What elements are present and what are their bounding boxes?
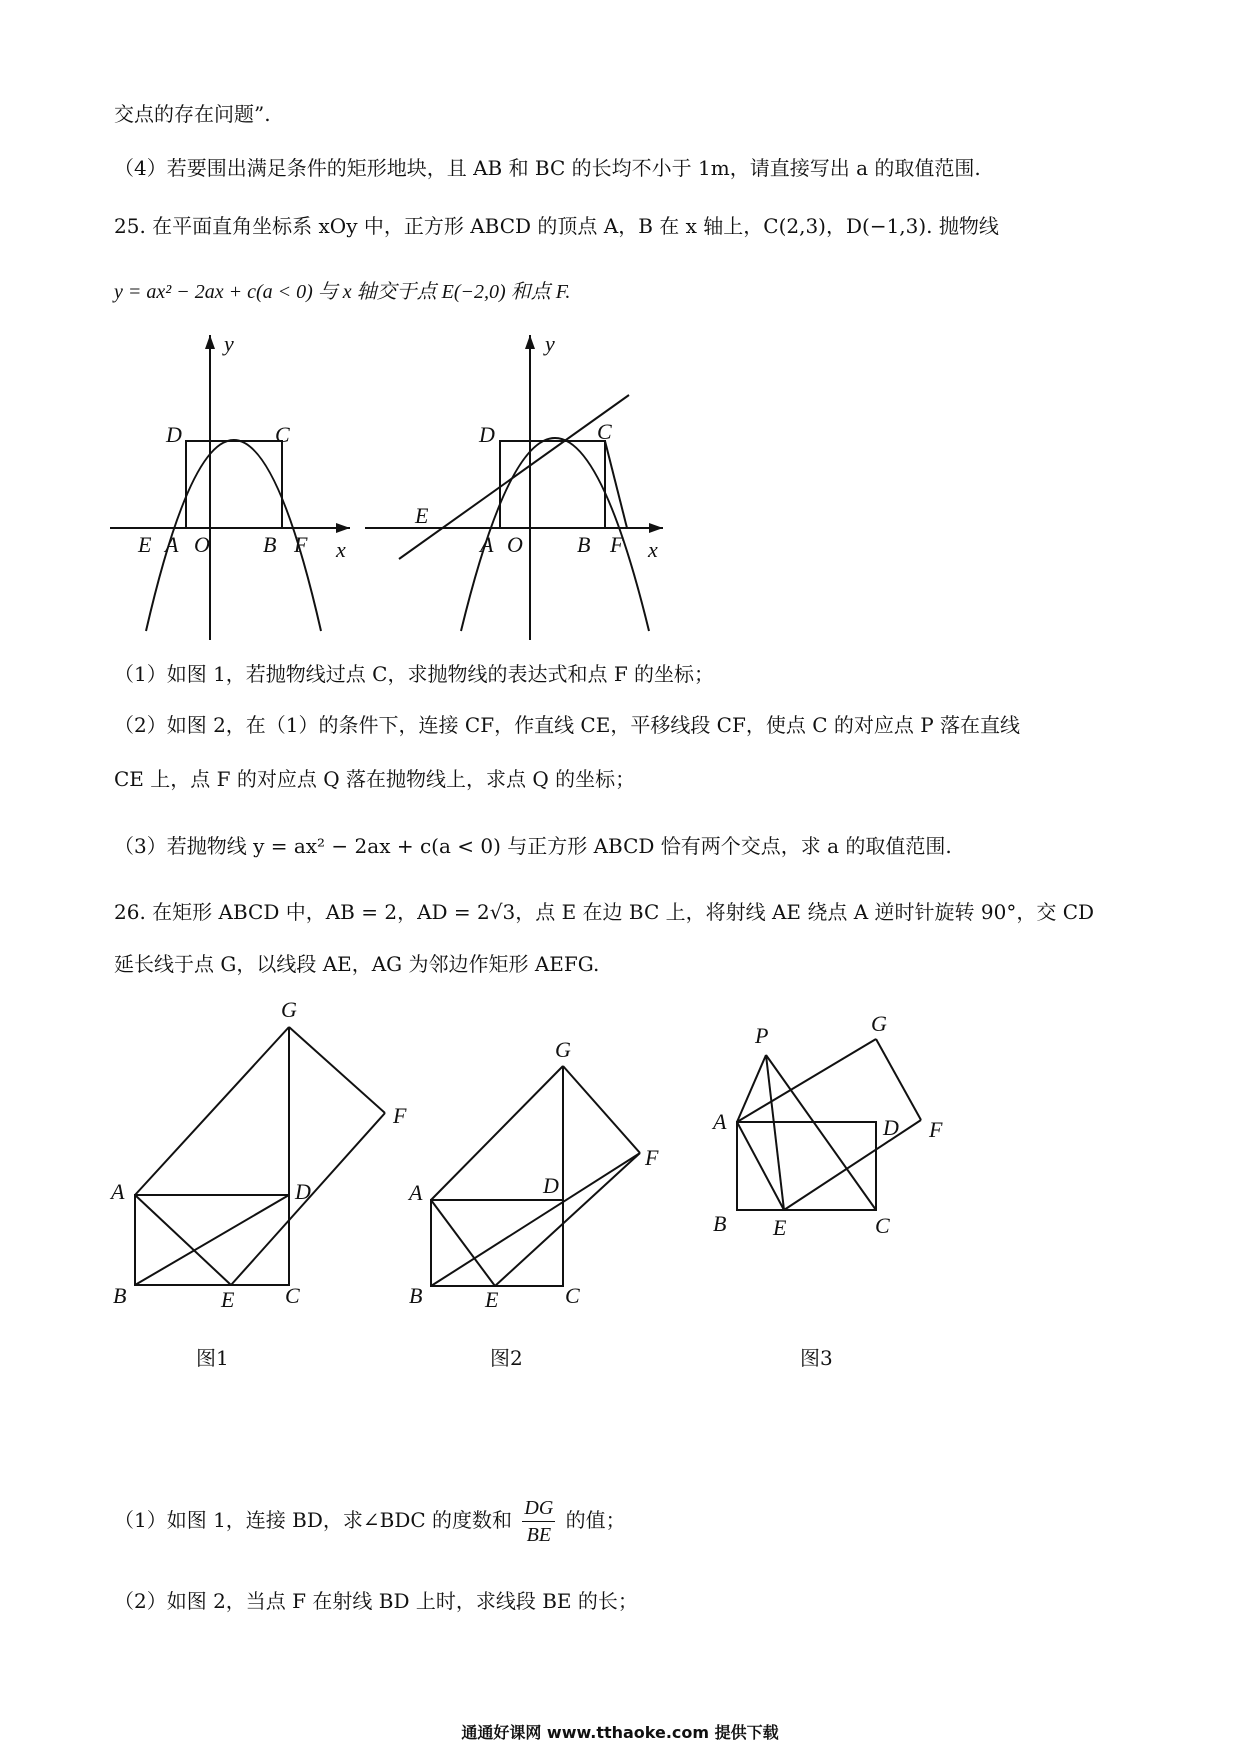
fig1-label-D: D	[295, 1179, 311, 1204]
fig3-label-A: A	[713, 1109, 727, 1134]
label-A: A	[165, 532, 179, 557]
fraction-numerator: DG	[522, 1495, 555, 1522]
fig2-label-F: F	[645, 1145, 659, 1170]
label-O: O	[194, 532, 210, 557]
label-O-2: O	[507, 532, 523, 557]
label-C: C	[275, 422, 290, 447]
fig1-label-A: A	[111, 1179, 125, 1204]
caption-figure-3: 图3	[800, 1346, 833, 1370]
fig3-label-C: C	[875, 1213, 890, 1238]
q25-figure-2	[365, 331, 665, 635]
fraction-dg-be	[522, 1495, 555, 1548]
caption-figure-1: 图1	[196, 1346, 229, 1370]
fraction-denominator: BE	[526, 1524, 552, 1546]
q26-stem: 26. 在矩形 ABCD 中，AB = 2，AD = 2√3，点 E 在边 BC 上，将射线 AE 绕点 A 逆时针旋转 90°，交 CD	[114, 900, 1095, 924]
caption-figure-2: 图2	[490, 1346, 523, 1370]
label-A-2: A	[480, 532, 494, 557]
label-B: B	[263, 532, 277, 557]
label-y: y	[224, 331, 234, 356]
q25-part2a: （2）如图 2，在（1）的条件下，连接 CF，作直线 CE，平移线段 CF，使点 C 的对应点 P 落在直线	[114, 713, 1021, 737]
label-D: D	[166, 422, 182, 447]
q25-part1: （1）如图 1，若抛物线过点 C，求抛物线的表达式和点 F 的坐标；	[114, 662, 715, 686]
fig1-label-C: C	[285, 1283, 300, 1308]
q26-part1	[114, 1492, 626, 1548]
label-E: E	[138, 532, 152, 557]
label-x-2: x	[648, 537, 658, 562]
page-footer: 通通好课网 www.tthaoke.com 提供下载	[461, 1723, 779, 1742]
label-B-2: B	[577, 532, 591, 557]
label-y-2: y	[545, 331, 555, 356]
text-line-1: 交点的存在问题”.	[114, 102, 271, 126]
fig3-label-E: E	[773, 1215, 787, 1240]
q25-stem: 25. 在平面直角坐标系 xOy 中，正方形 ABCD 的顶点 A，B 在 x 轴上，C(2,3)，D(−1,3). 抛物线	[114, 214, 999, 238]
fig2-label-E: E	[485, 1287, 499, 1312]
fig1-label-F: F	[393, 1103, 407, 1128]
fig2-label-A: A	[409, 1180, 423, 1205]
label-C-2: C	[597, 419, 612, 444]
q26-part2: （2）如图 2，当点 F 在射线 BD 上时，求线段 BE 的长；	[114, 1589, 638, 1613]
q26-part1-suffix: 的值；	[565, 1508, 626, 1532]
q25-figure-1	[110, 331, 350, 635]
q25-stem-2: y = ax² − 2ax + c(a < 0) 与 x 轴交于点 E(−2,0) 和点 F.	[114, 281, 571, 303]
fig2-label-B: B	[409, 1283, 423, 1308]
q26-part1-text: （1）如图 1，连接 BD，求∠BDC 的度数和	[114, 1508, 513, 1532]
label-E-2: E	[415, 503, 429, 528]
q25-part3: （3）若抛物线 y = ax² − 2ax + c(a < 0) 与正方形 ABCD 恰有两个交点，求 a 的取值范围.	[114, 834, 952, 858]
q25-part2b: CE 上，点 F 的对应点 Q 落在抛物线上，求点 Q 的坐标；	[114, 767, 636, 791]
fig3-label-B: B	[713, 1211, 727, 1236]
fig3-label-F: F	[929, 1117, 943, 1142]
fig2-label-G: G	[555, 1037, 571, 1062]
label-x: x	[336, 537, 346, 562]
q26-figure-3	[705, 995, 985, 1325]
q26-stem-2: 延长线于点 G，以线段 AE，AG 为邻边作矩形 AEFG.	[114, 952, 600, 976]
q26-figure-2	[405, 995, 705, 1325]
q26-figure-1	[105, 995, 425, 1325]
q24-part4: （4）若要围出满足条件的矩形地块，且 AB 和 BC 的长均不小于 1m，请直接写出 a 的取值范围.	[114, 156, 981, 180]
label-F-2: F	[610, 532, 624, 557]
fig2-label-D: D	[543, 1173, 559, 1198]
fig3-label-G: G	[871, 1011, 887, 1036]
fig3-label-P: P	[755, 1023, 769, 1048]
fig3-label-D: D	[883, 1115, 899, 1140]
fig1-label-G: G	[281, 997, 297, 1022]
fig2-label-C: C	[565, 1283, 580, 1308]
fig1-label-B: B	[113, 1283, 127, 1308]
label-D-2: D	[479, 422, 495, 447]
label-F: F	[294, 532, 308, 557]
fig1-label-E: E	[221, 1287, 235, 1312]
